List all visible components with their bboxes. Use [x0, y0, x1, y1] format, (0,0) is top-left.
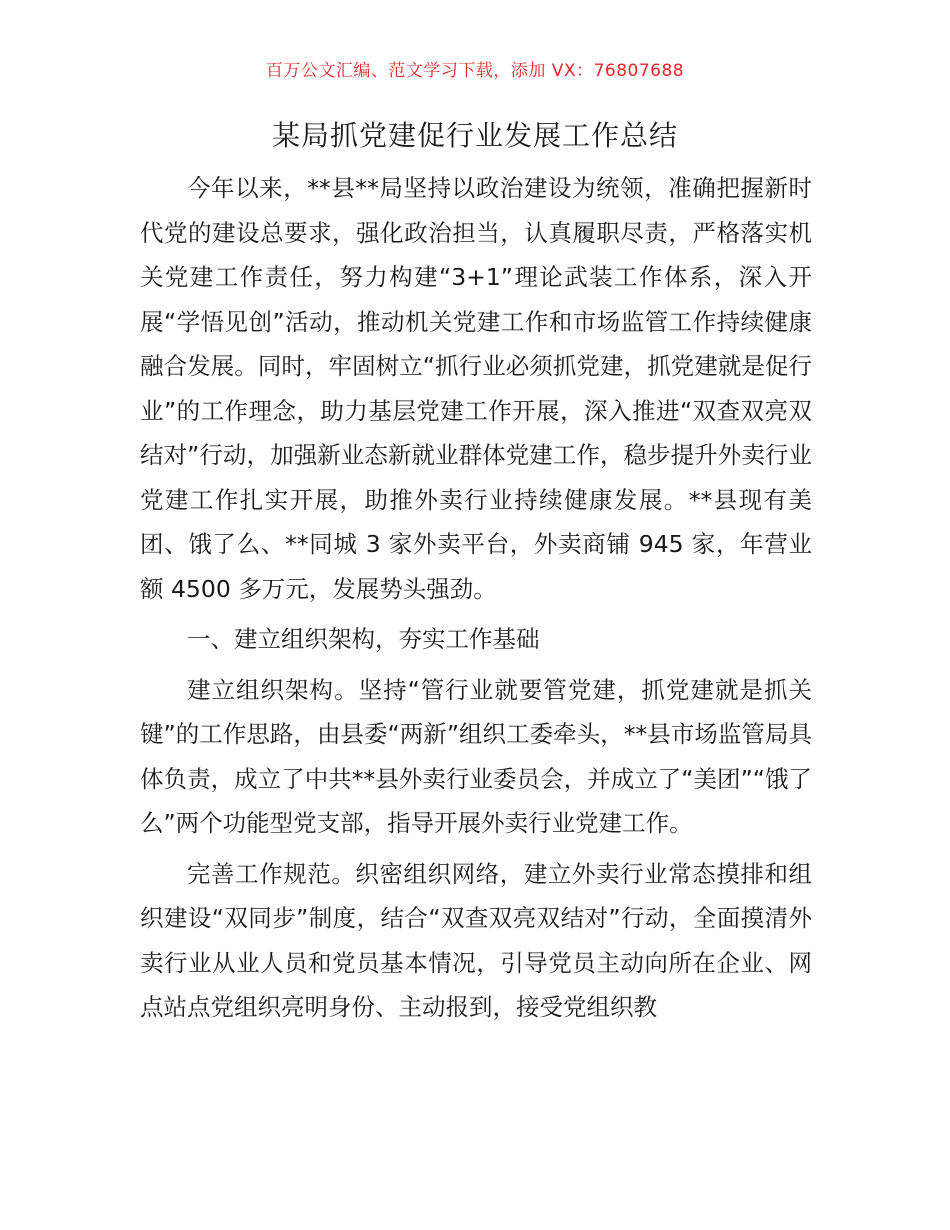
- document-title: 某局抓党建促行业发展工作总结: [271, 119, 678, 152]
- body-paragraph: 完善工作规范。织密组织网络，建立外卖行业常态摸排和组织建设“双同步”制度，结合“双查双亮双结对”行动，全面摸清外卖行业从业人员和党员基本情况，引导党员主动向所在企业、网点站点党组织亮明身份、主动报到，接受党组织教: [140, 859, 812, 1021]
- document-body: [140, 166, 812, 1030]
- section-heading: 一、建立组织架构，夯实工作基础: [187, 625, 540, 653]
- header-banner: 百万公文汇编、范文学习下载，添加 VX：76807688: [265, 61, 685, 81]
- body-paragraph: 建立组织架构。坚持“管行业就要管党建，抓党建就是抓关键”的工作思路，由县委“两新”组织工委牵头，**县市场监管局具体负责，成立了中共**县外卖行业委员会，并成立了“美团”“饿了么”两个功能型党支部，指导开展外卖行业党建工作。: [140, 675, 812, 837]
- intro-paragraph: 今年以来，**县**局坚持以政治建设为统领，准确把握新时代党的建设总要求，强化政治担当，认真履职尽责，严格落实机关党建工作责任，努力构建“3+1”理论武装工作体系，深入开展“学悟见创”活动，推动机关党建工作和市场监管工作持续健康融合发展。同时，牢固树立“抓行业必须抓党建，抓党建就是促行业”的工作理念，助力基层党建工作开展，深入推进“双查双亮双结对”行动，加强新业态新就业群体党建工作，稳步提升外卖行业党建工作扎实开展，助推外卖行业持续健康发展。**县现有美团、饿了么、**同城 3 家外卖平台，外卖商铺 945 家，年营业额 4500 多万元，发展势头强劲。: [140, 174, 812, 603]
